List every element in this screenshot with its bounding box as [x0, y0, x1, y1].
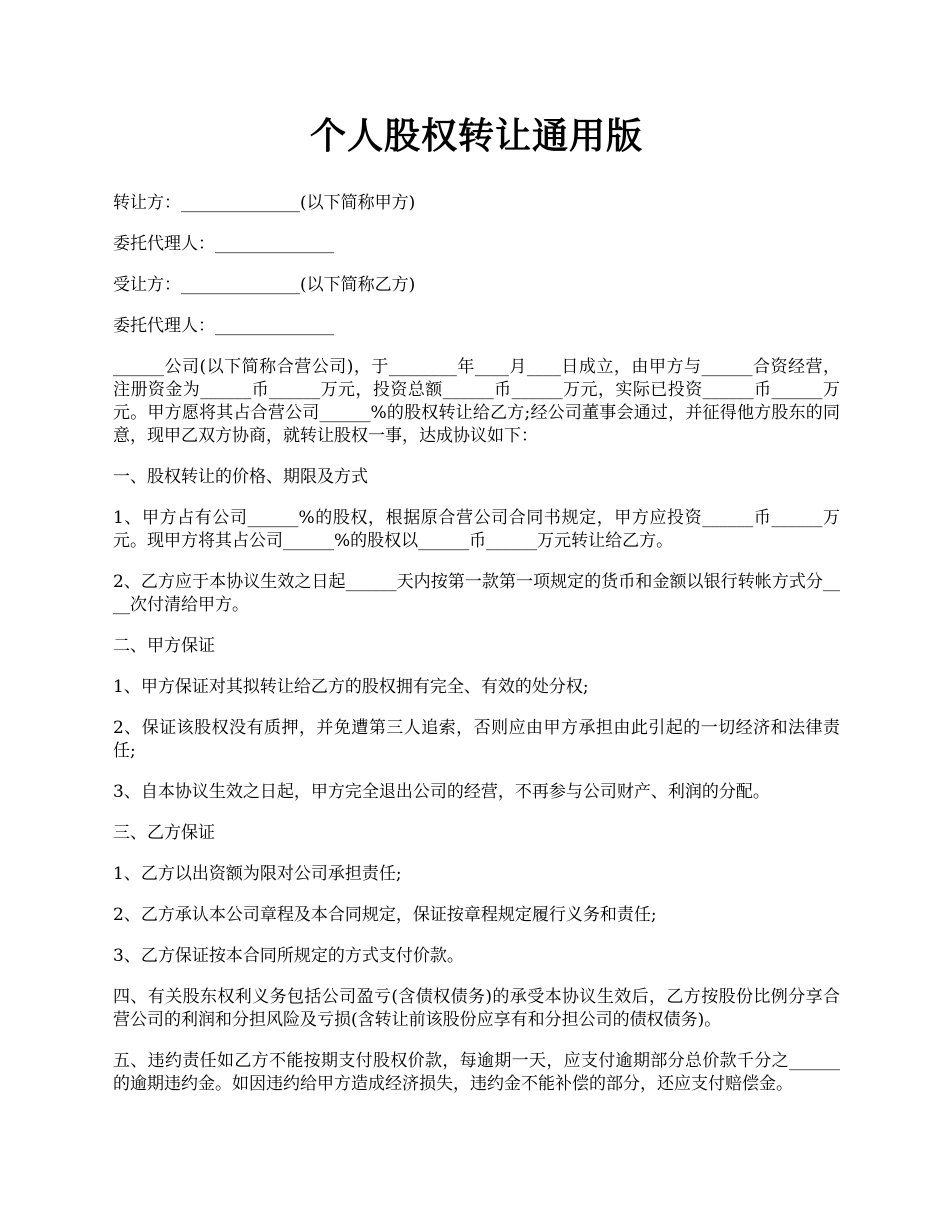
- clause-paragraph: 2、乙方承认本公司章程及本合同规定，保证按章程规定履行义务和责任;: [113, 905, 657, 925]
- clause-paragraph: 2、乙方应于本协议生效之日起______天内按第一款第一项规定的货币和金额以银行转帐方式分____次付清给甲方。: [113, 572, 840, 615]
- document-title: 个人股权转让通用版: [309, 115, 643, 157]
- preamble-paragraph: ______公司(以下简称合营公司)，于________年____月____日成立，由甲方与______合资经营，注册资金为______币______万元，投资总额______币______万元，实际已投资______币______万元。甲方愿将其占合营公司______%的股权转让给乙方;经公司董事会通过，并征得他方股东的同意，现甲乙双方协商，就转让股权一事，达成协议如下：: [113, 357, 840, 446]
- transferee-line: 受让方：______________(以下简称乙方): [113, 275, 416, 295]
- section-heading-party-b-guarantee: 三、乙方保证: [113, 823, 215, 843]
- section-shareholder-rights: 四、有关股东权利义务包括公司盈亏(含债权债务)的承受本协议生效后，乙方按股份比例分享合营公司的利润和分担风险及亏损(含转让前该股份应享有和分担公司的债权债务)。: [113, 987, 840, 1030]
- clause-paragraph: 3、乙方保证按本合同所规定的方式支付价款。: [113, 946, 464, 966]
- clause-paragraph: 1、甲方保证对其拟转让给乙方的股权拥有完全、有效的处分权;: [113, 677, 589, 697]
- section-breach-liability: 五、违约责任如乙方不能按期支付股权价款，每逾期一天，应支付逾期部分总价款千分之______的逾期违约金。如因违约给甲方造成经济损失，违约金不能补偿的部分，还应支付赔偿金。: [113, 1051, 840, 1094]
- transferor-line: 转让方：______________(以下简称甲方): [113, 193, 416, 213]
- transferor-agent-line: 委托代理人：______________: [113, 234, 334, 254]
- clause-paragraph: 3、自本协议生效之日起，甲方完全退出公司的经营，不再参与公司财产、利润的分配。: [113, 782, 770, 802]
- transferee-agent-line: 委托代理人：______________: [113, 316, 334, 336]
- clause-paragraph: 2、保证该股权没有质押，并免遭第三人追索，否则应由甲方承担由此引起的一切经济和法律责任;: [113, 718, 840, 761]
- clause-paragraph: 1、甲方占有公司______%的股权，根据原合营公司合同书规定，甲方应投资______币______万元。现甲方将其占公司______%的股权以______币______万元转让给乙方。: [113, 508, 840, 551]
- clause-paragraph: 1、乙方以出资额为限对公司承担责任;: [113, 864, 402, 884]
- section-heading-price-term-method: 一、股权转让的价格、期限及方式: [113, 467, 368, 487]
- section-heading-party-a-guarantee: 二、甲方保证: [113, 636, 215, 656]
